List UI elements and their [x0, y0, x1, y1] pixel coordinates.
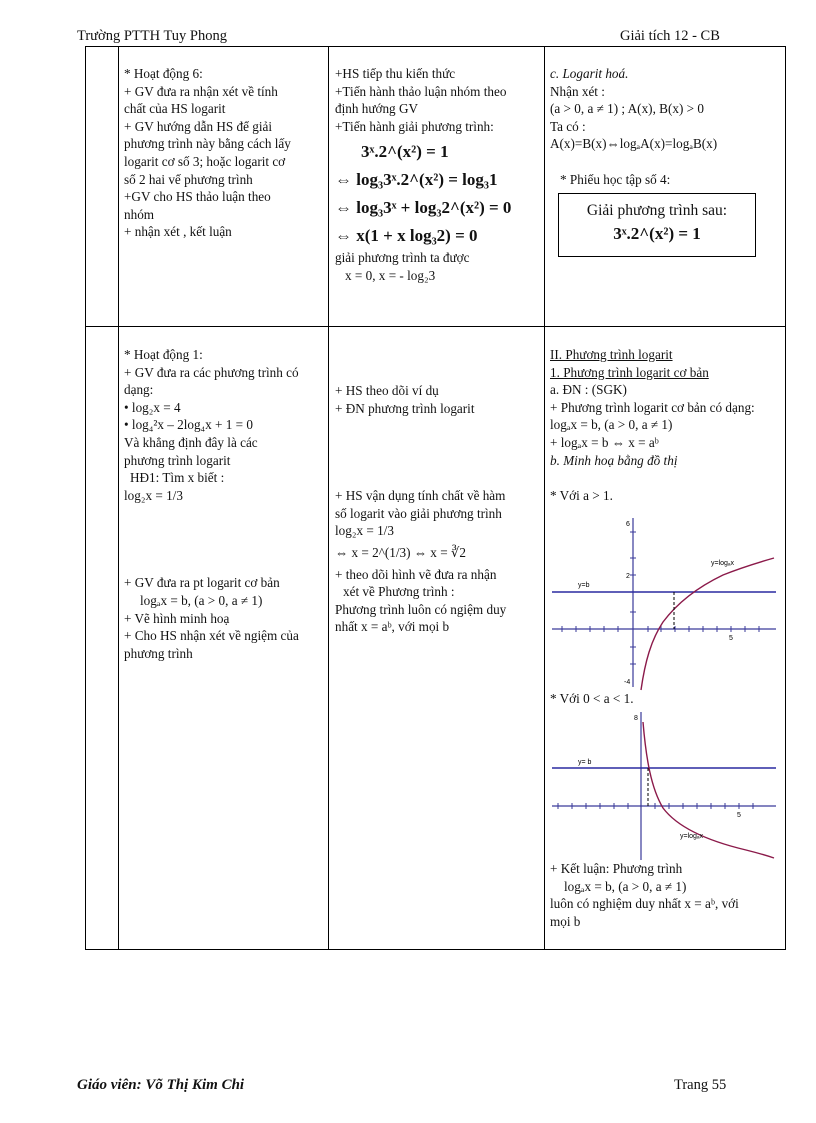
- graph-log-decreasing: [548, 708, 780, 863]
- row1-student-activities: +HS tiếp thu kiến thức +Tiến hành thảo luận nhóm theo định hướng GV +Tiến hành giải phương trình: 3ˣ.2^(x²) = 1 ⇔ log₃3ˣ.2^(x²) = log₃1 ⇔ log₃3ˣ + log₃2^(x²) = 0 ⇔ x(1 + x log₃2) = 0 giải phương trình ta được x = 0, x = - log₂3: [335, 65, 540, 285]
- log-curve: [643, 722, 774, 858]
- tick-label-y-top: 8: [634, 715, 638, 722]
- tick-label-x: 5: [737, 812, 741, 819]
- row2-teacher-activities: * Hoạt động 1: + GV đưa ra các phương trình có dạng: • log₂x = 4 • log₄²x – 2log₄x + 1 = 0 Và khẳng định đây là các phương trình logarit HĐ1: Tìm x biết : log₂x = 1/3 + GV đưa ra pt logarit cơ bản logₐx = b, (a > 0, a ≠ 1) + Vẽ hình minh hoạ + Cho HS nhận xét về ngiệm của phương trình: [124, 347, 299, 661]
- table-col-line: [785, 46, 786, 950]
- table-border-top: [85, 46, 786, 47]
- table-row-divider: [85, 326, 786, 327]
- tick-label-x: 5: [729, 635, 733, 642]
- log-curve: [641, 558, 774, 690]
- line-label: y=b: [578, 582, 590, 589]
- table-col-line: [118, 46, 119, 950]
- row1-content: c. Logarit hoá. Nhận xét : (a > 0, a ≠ 1) ; A(x), B(x) > 0 Ta có : A(x)=B(x)⇔logₐA(x)=logₐB(x) * Phiếu học tập số 4:: [550, 66, 718, 187]
- teacher-name: Giáo viên: Võ Thị Kim Chi: [77, 1077, 245, 1093]
- page-number: Trang 55: [674, 1077, 727, 1093]
- case2-label: * Với 0 < a < 1.: [550, 691, 634, 706]
- line-label: y= b: [578, 759, 592, 766]
- equation-4: ⇔ x(1 + x log₃2) = 0: [335, 226, 478, 246]
- graph-log-increasing: [548, 512, 780, 692]
- tick-label-y-bottom: -4: [624, 679, 631, 686]
- curve-label: y=logₐx: [711, 560, 735, 567]
- tick-label-y-top: 6: [626, 521, 630, 528]
- equation-1: 3ˣ.2^(x²) = 1: [361, 142, 449, 162]
- table-col-line: [328, 46, 329, 950]
- school-name: Trường PTTH Tuy Phong: [77, 28, 227, 44]
- worksheet-box: Giải phương trình sau: 3ˣ.2^(x²) = 1: [558, 193, 756, 257]
- row2-student-activities: + HS theo dõi ví dụ + ĐN phương trình logarit + HS vận dụng tính chất về hàm số logarit vào giải phương trình log₂x = 1/3 ⇔ x = 2^(1/3) ⇔ x = ∛2 + theo dõi hình vẽ đưa ra nhận xét về Phương trình : Phương trình luôn có ngiệm duy nhất x = aᵇ, với mọi b: [335, 383, 507, 635]
- row1-teacher-activities: * Hoạt động 6: + GV đưa ra nhận xét về tính chất của HS logarit + GV hướng dẫn HS để giải phương trình này bằng cách lấy logarit cơ số 3; hoặc logarit cơ số 2 hai vế phương trình +GV cho HS thảo luận theo nhóm + nhận xét , kết luận: [124, 66, 291, 240]
- equation-2: ⇔ log₃3ˣ.2^(x²) = log₃1: [335, 170, 498, 190]
- table-col-line: [544, 46, 545, 950]
- table-border-bottom: [85, 949, 786, 950]
- subject-title: Giải tích 12 - CB: [620, 28, 720, 44]
- tick-label-y-mid: 2: [626, 573, 630, 580]
- table-col-line: [85, 46, 86, 950]
- equation-3: ⇔ log₃3ˣ + log₃2^(x²) = 0: [335, 198, 512, 218]
- row2-content: II. Phương trình logarit 1. Phương trình logarit cơ bản a. ĐN : (SGK) + Phương trình logarit cơ bản có dạng: logₐx = b, (a > 0, a ≠ 1) + logₐx = b ⇔ x = aᵇ b. Minh hoạ bằng đồ thị * Với a > 1.: [550, 347, 755, 504]
- row2-conclusion: + Kết luận: Phương trình logₐx = b, (a > 0, a ≠ 1) luôn có nghiệm duy nhất x = aᵇ, với mọi b: [550, 861, 739, 929]
- curve-label: y=logₐx: [680, 833, 704, 840]
